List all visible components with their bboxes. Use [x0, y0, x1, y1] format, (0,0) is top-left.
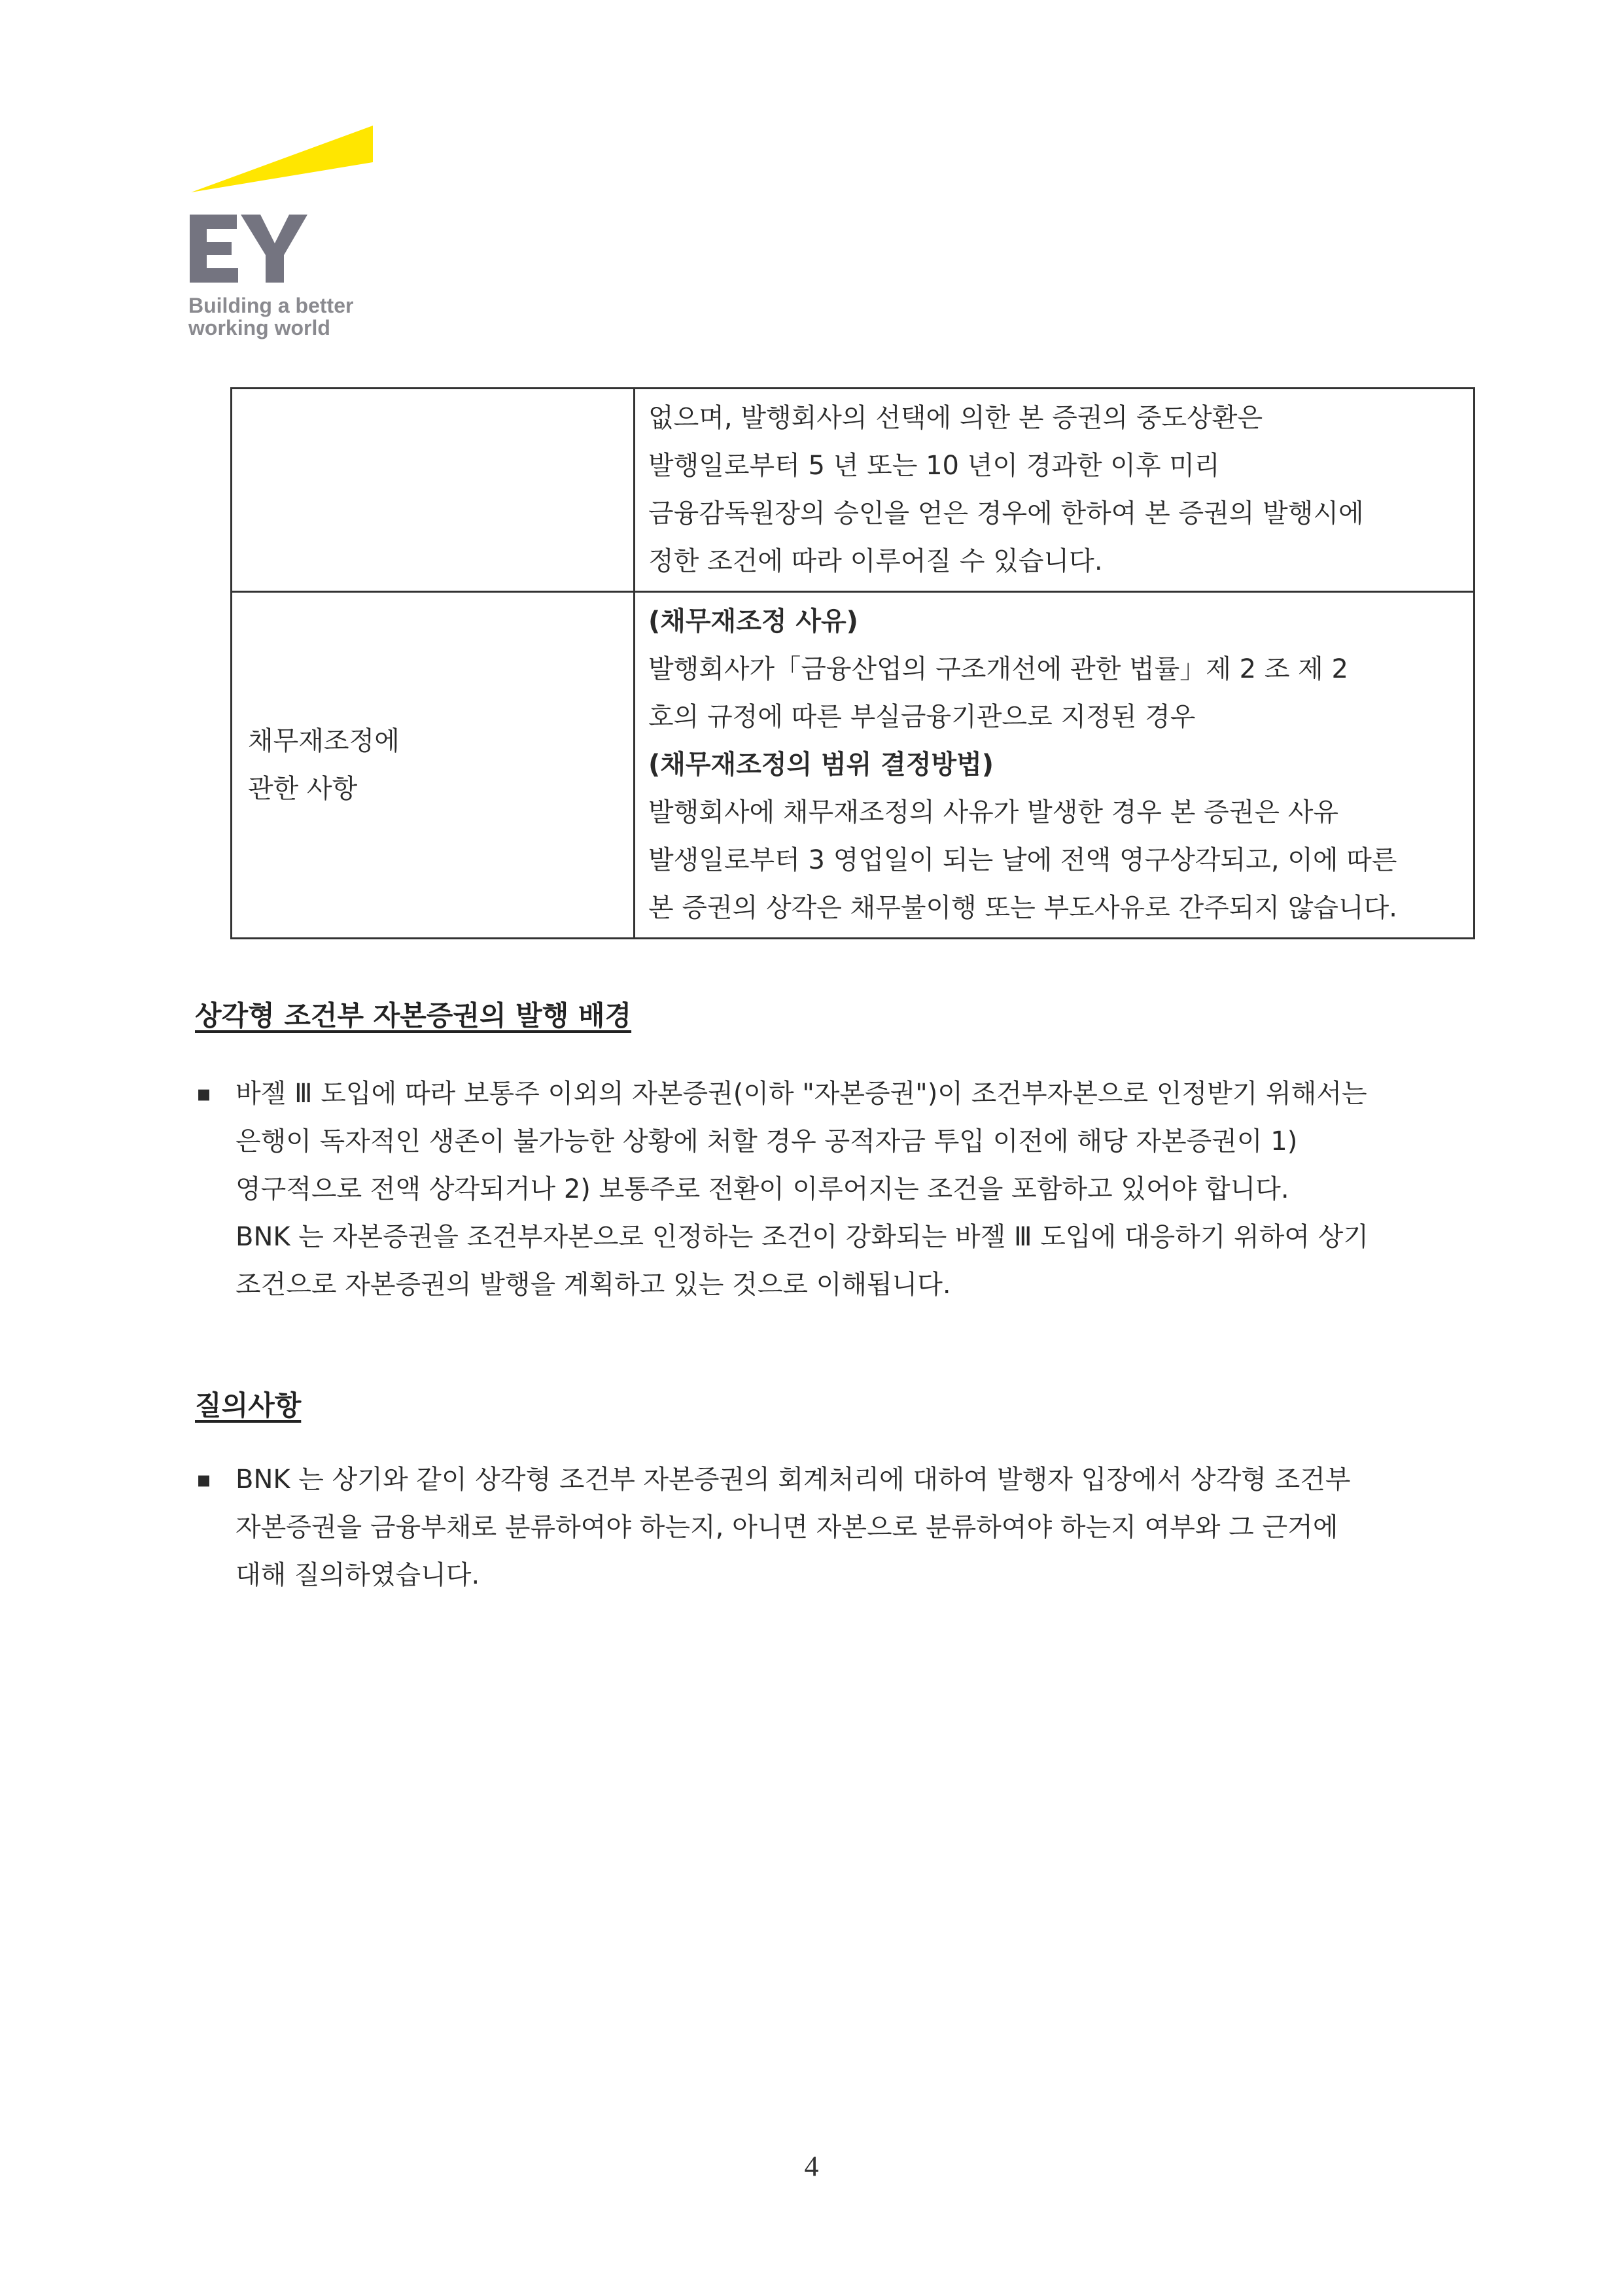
section-inquiry-body [195, 1456, 1477, 1599]
table-line: 발행회사에 채무재조정의 사유가 발생한 경우 본 증권은 사유 [648, 797, 1339, 827]
table-line: 발행회사가「금융산업의 구조개선에 관한 법률」제 2 조 제 2 [648, 654, 1348, 684]
paragraph-line: BNK 는 자본증권을 조건부자본으로 인정하는 조건이 강화되는 바젤 Ⅲ 도입에 대응하기 위하여 상기 [236, 1222, 1369, 1252]
table-subheading: (채무재조정의 범위 결정방법) [648, 750, 994, 780]
table-line: 정한 조건에 따라 이루어질 수 있습니다. [648, 546, 1103, 576]
paragraph [195, 1213, 1477, 1309]
paragraph-line: 영구적으로 전액 상각되거나 2) 보통주로 전환이 이루어지는 조건을 포함하고 있어야 합니다. [236, 1174, 1289, 1204]
table-content-cell [635, 592, 1475, 939]
table-line: 발생일로부터 3 영업일이 되는 날에 전액 영구상각되고, 이에 따른 [648, 845, 1397, 875]
paragraph-line: BNK 는 상기와 같이 상각형 조건부 자본증권의 회계처리에 대하여 발행자 입장에서 상각형 조건부 [236, 1465, 1351, 1495]
paragraph-line: 대해 질의하였습니다. [236, 1560, 480, 1590]
logo-beam-icon [191, 126, 373, 192]
table-subheading: (채무재조정 사유) [648, 606, 858, 636]
section-heading-inquiry: 질의사항 [195, 1389, 302, 1421]
table-label-line: 관한 사항 [248, 773, 358, 804]
table-row [232, 389, 1475, 592]
logo-tagline [188, 294, 353, 339]
page-number: 4 [804, 2150, 819, 2182]
paragraph-line: 은행이 독자적인 생존이 불가능한 상황에 처할 경우 공적자금 투입 이전에 해당 자본증권이 1) [236, 1126, 1298, 1157]
logo-tagline-line2: working world [188, 316, 330, 339]
bullet-icon: ▪ [196, 1467, 212, 1493]
table-line: 본 증권의 상각은 채무불이행 또는 부도사유로 간주되지 않습니다. [648, 893, 1397, 923]
table-row [232, 592, 1475, 939]
paragraph-line: 바젤 Ⅲ 도입에 따라 보통주 이외의 자본증권(이하 "자본증권")이 조건부자본으로 인정받기 위해서는 [236, 1079, 1367, 1109]
paragraph-line: 조건으로 자본증권의 발행을 계획하고 있는 것으로 이해됩니다. [236, 1270, 951, 1300]
bullet-item [195, 1070, 1477, 1213]
table-line: 호의 규정에 따른 부실금융기관으로 지정된 경우 [648, 702, 1196, 732]
terms-table [230, 387, 1475, 939]
table-line: 금융감독원장의 승인을 얻은 경우에 한하여 본 증권의 발행시에 [648, 498, 1364, 529]
logo-tagline-line1: Building a better [188, 294, 354, 317]
paragraph-line: 자본증권을 금융부채로 분류하여야 하는지, 아니면 자본으로 분류하여야 하는지 여부와 그 근거에 [236, 1512, 1338, 1542]
section-heading-background: 상각형 조건부 자본증권의 발행 배경 [195, 1000, 632, 1032]
table-content-cell [635, 389, 1475, 592]
table-label-cell [232, 592, 635, 939]
ey-logo [188, 124, 385, 347]
section-background-body [195, 1070, 1477, 1309]
bullet-item [195, 1456, 1477, 1599]
table-line: 없으며, 발행회사의 선택에 의한 본 증권의 중도상환은 [648, 403, 1263, 433]
logo-letter-y [241, 215, 307, 283]
ey-logo-mark [188, 124, 385, 294]
bullet-icon: ▪ [196, 1081, 212, 1107]
table-line: 발행일로부터 5 년 또는 10 년이 경과한 이후 미리 [648, 451, 1220, 481]
table-label-cell [232, 389, 635, 592]
logo-letter-e [190, 215, 238, 283]
table-label-line: 채무재조정에 [248, 725, 400, 756]
